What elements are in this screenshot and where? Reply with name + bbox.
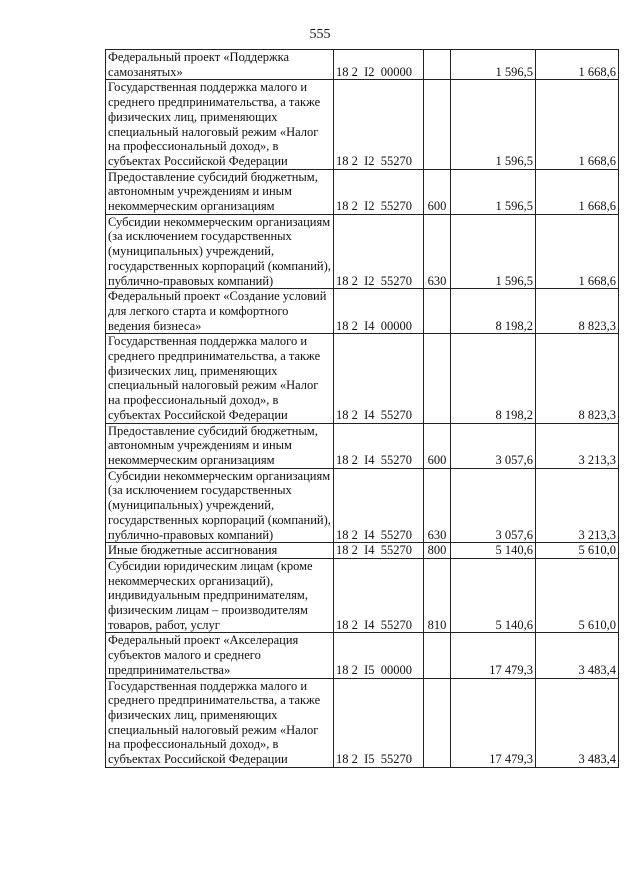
table-row	[106, 80, 619, 169]
row-amount-year1: 1 596,5	[451, 169, 536, 214]
table-row	[106, 678, 619, 767]
row-amount-year2: 5 610,0	[536, 543, 619, 559]
row-amount-year2: 1 668,6	[536, 169, 619, 214]
row-target-code: 18 2 I4 55270	[334, 423, 424, 468]
row-amount-year1: 17 479,3	[451, 633, 536, 678]
row-expense-type: 800	[424, 543, 451, 559]
budget-table	[105, 49, 619, 768]
table-row	[106, 558, 619, 633]
row-amount-year1: 17 479,3	[451, 678, 536, 767]
row-amount-year2: 8 823,3	[536, 334, 619, 423]
row-target-code: 18 2 I2 00000	[334, 50, 424, 80]
row-amount-year1: 3 057,6	[451, 468, 536, 543]
row-name: Государственная поддержка малого и среднего предпринимательства, а также физических лиц, применяющих специальный налоговый режим «Налог на профессиональный доход», в субъектах Российской Федерации	[106, 678, 334, 767]
row-expense-type	[424, 334, 451, 423]
table-row	[106, 334, 619, 423]
row-amount-year2: 3 213,3	[536, 423, 619, 468]
row-expense-type	[424, 678, 451, 767]
row-name: Субсидии некоммерческим организациям (за исключением государственных (муниципальных) учреждений, государственных корпораций (компаний), публично-правовых компаний)	[106, 468, 334, 543]
row-name: Предоставление субсидий бюджетным, автономным учреждениям и иным некоммерческим организациям	[106, 169, 334, 214]
table-row	[106, 468, 619, 543]
row-target-code: 18 2 I4 55270	[334, 468, 424, 543]
row-expense-type	[424, 633, 451, 678]
row-expense-type: 630	[424, 468, 451, 543]
table-row	[106, 289, 619, 334]
row-expense-type: 810	[424, 558, 451, 633]
row-amount-year1: 5 140,6	[451, 558, 536, 633]
row-expense-type	[424, 80, 451, 169]
row-target-code: 18 2 I2 55270	[334, 214, 424, 289]
table-row	[106, 543, 619, 559]
row-target-code: 18 2 I2 55270	[334, 169, 424, 214]
table-row	[106, 423, 619, 468]
row-expense-type	[424, 289, 451, 334]
row-expense-type: 600	[424, 169, 451, 214]
row-name: Государственная поддержка малого и среднего предпринимательства, а также физических лиц, применяющих специальный налоговый режим «Налог на профессиональный доход», в субъектах Российской Федерации	[106, 80, 334, 169]
row-name: Предоставление субсидий бюджетным, автономным учреждениям и иным некоммерческим организациям	[106, 423, 334, 468]
row-name: Федеральный проект «Поддержка самозанятых»	[106, 50, 334, 80]
row-target-code: 18 2 I5 55270	[334, 678, 424, 767]
row-amount-year2: 3 213,3	[536, 468, 619, 543]
row-expense-type: 600	[424, 423, 451, 468]
table-row	[106, 169, 619, 214]
row-amount-year2: 8 823,3	[536, 289, 619, 334]
row-target-code: 18 2 I4 55270	[334, 543, 424, 559]
row-amount-year1: 8 198,2	[451, 289, 536, 334]
row-amount-year1: 5 140,6	[451, 543, 536, 559]
row-target-code: 18 2 I4 55270	[334, 558, 424, 633]
row-name: Субсидии некоммерческим организациям (за исключением государственных (муниципальных) учреждений, государственных корпораций (компаний), публично-правовых компаний)	[106, 214, 334, 289]
row-amount-year1: 1 596,5	[451, 50, 536, 80]
row-amount-year2: 1 668,6	[536, 214, 619, 289]
table-row	[106, 214, 619, 289]
row-amount-year2: 1 668,6	[536, 80, 619, 169]
row-amount-year2: 3 483,4	[536, 678, 619, 767]
row-amount-year1: 3 057,6	[451, 423, 536, 468]
row-expense-type: 630	[424, 214, 451, 289]
row-amount-year1: 1 596,5	[451, 80, 536, 169]
row-amount-year1: 8 198,2	[451, 334, 536, 423]
row-name: Государственная поддержка малого и среднего предпринимательства, а также физических лиц, применяющих специальный налоговый режим «Налог на профессиональный доход», в субъектах Российской Федерации	[106, 334, 334, 423]
row-amount-year2: 1 668,6	[536, 50, 619, 80]
row-name: Иные бюджетные ассигнования	[106, 543, 334, 559]
row-name: Федеральный проект «Акселерация субъектов малого и среднего предпринимательства»	[106, 633, 334, 678]
row-name: Субсидии юридическим лицам (кроме некоммерческих организаций), индивидуальным предпринимателям, физическим лицам – производителям товаров, работ, услуг	[106, 558, 334, 633]
table-row	[106, 50, 619, 80]
row-amount-year2: 3 483,4	[536, 633, 619, 678]
row-amount-year1: 1 596,5	[451, 214, 536, 289]
page-number: 555	[309, 27, 331, 42]
row-target-code: 18 2 I2 55270	[334, 80, 424, 169]
row-amount-year2: 5 610,0	[536, 558, 619, 633]
row-expense-type	[424, 50, 451, 80]
row-target-code: 18 2 I4 55270	[334, 334, 424, 423]
row-name: Федеральный проект «Создание условий для легкого старта и комфортного ведения бизнеса»	[106, 289, 334, 334]
table-row	[106, 633, 619, 678]
row-target-code: 18 2 I4 00000	[334, 289, 424, 334]
row-target-code: 18 2 I5 00000	[334, 633, 424, 678]
